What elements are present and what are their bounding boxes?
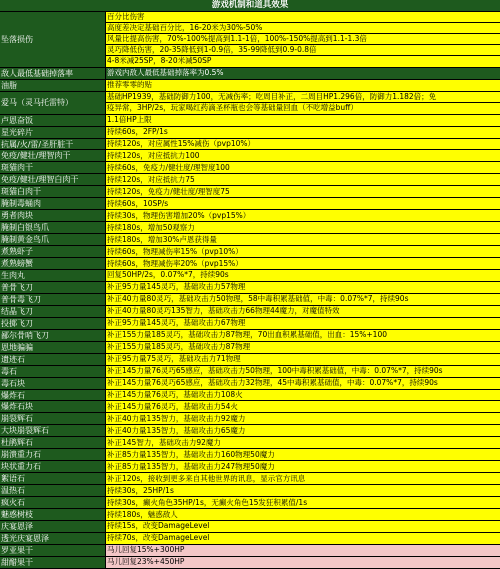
- item-name: 块状重力石: [0, 461, 106, 472]
- effects-table: [0, 12, 500, 569]
- effect-line: 持续60s，2FP/1s: [107, 127, 168, 137]
- item-effect: [106, 92, 500, 114]
- item-name: 透光庆宴恩泽: [0, 533, 106, 544]
- item-effect: [106, 246, 500, 257]
- item-effect: [106, 270, 500, 281]
- item-name: 大块崩裂辉石: [0, 425, 106, 436]
- item-name: 爆炸石块: [0, 401, 106, 412]
- item-effect: [106, 210, 500, 221]
- table-row: [0, 270, 500, 282]
- table-row: [0, 413, 500, 425]
- item-name: 甜醋果干: [0, 557, 106, 568]
- table-row: [0, 92, 500, 115]
- item-name: 卢恩奋饭: [0, 115, 106, 126]
- effect-line: 灵巧降低伤害，20-35降低到1-0.9倍，35-99降低到0.9-0.8倍: [106, 44, 500, 55]
- table-row: [0, 461, 500, 473]
- table-row: [0, 449, 500, 461]
- effect-line: 补正40力量80灵巧，基础攻击力50物理，58中毒积累基础值，中毒：0.07%*7，持续90s: [107, 294, 409, 304]
- item-name: 星光碎片: [0, 127, 106, 138]
- table-row: [0, 162, 500, 174]
- effect-line: 补正95力量145灵巧，基础攻击力67物理: [107, 318, 246, 328]
- table-row: [0, 521, 500, 533]
- effect-line: 持续180s，增加30%卢恩获得量: [107, 234, 217, 244]
- item-effect: [106, 473, 500, 484]
- item-effect: [106, 485, 500, 496]
- table-row: [0, 545, 500, 557]
- item-name: 坠落损伤: [0, 12, 106, 67]
- item-name: 普骨飞刀: [0, 282, 106, 293]
- table-row: [0, 186, 500, 198]
- item-name: 疯火石: [0, 497, 106, 508]
- item-name: 鄙尔骨哨飞刀: [0, 330, 106, 341]
- effect-line: 补正145智力，基础攻击力92魔力: [107, 437, 221, 447]
- item-effect: [106, 509, 500, 520]
- table-row: [0, 115, 500, 127]
- table-row: [0, 127, 500, 139]
- table-row: [0, 12, 500, 68]
- item-effect: [106, 80, 500, 91]
- table-row: [0, 378, 500, 390]
- table-row: [0, 68, 500, 80]
- table-row: [0, 318, 500, 330]
- effect-line: 补正40力量135智力，基础攻击力92魔力: [107, 413, 246, 423]
- item-effect: [106, 294, 500, 305]
- item-name: 投掷飞刀: [0, 318, 106, 329]
- item-name: 敌人最低基础掉落率: [0, 68, 106, 79]
- effect-line: 补正40力量135智力，基础攻击力65魔力: [107, 425, 246, 435]
- effect-line: 马儿回复23%+450HP: [107, 557, 185, 567]
- effect-line: 持续30s，癫火角色35HP/1s，无癫火角色15发狂积累值/1s: [107, 497, 308, 507]
- table-row: [0, 294, 500, 306]
- effect-line: 持续120s，对应属性15%减伤（pvp10%）: [107, 138, 256, 148]
- effect-line: 持续30s，25HP/1s: [107, 485, 174, 495]
- effect-line: 补正145力量76灵巧，基础攻击力108火: [107, 390, 243, 399]
- item-name: 腌制白银鸟爪: [0, 222, 106, 233]
- table-row: [0, 174, 500, 186]
- item-effect: [106, 139, 500, 150]
- sheet-title: 游戏机制和道具效果: [0, 0, 500, 12]
- item-name: 毒石: [0, 366, 106, 377]
- item-effect: [106, 150, 500, 161]
- item-effect: [106, 521, 500, 532]
- item-name: 油脂: [0, 80, 106, 91]
- effect-line: 持续120s，对应抵抗力100: [107, 150, 200, 160]
- effect-line: 补正95力量145灵巧，基础攻击力57物理: [107, 282, 246, 292]
- item-name: 煮熟螃蟹: [0, 258, 106, 269]
- effect-line: 4-8米减25SP，8-20米减50SP: [106, 55, 500, 66]
- effect-line: 补正155力量185灵巧，基础攻击力87物理，70出血积累基础值，出血：15%+100: [107, 330, 387, 340]
- table-row: [0, 437, 500, 449]
- table-row: [0, 342, 500, 354]
- item-name: 遗迹石: [0, 354, 106, 365]
- table-row: [0, 246, 500, 258]
- item-name: 温热石: [0, 485, 106, 496]
- item-effect: [106, 318, 500, 329]
- table-row: [0, 258, 500, 270]
- item-name: 腌制毒蛹肉: [0, 198, 106, 209]
- effect-line: 持续120s，对应抵抗力75: [107, 174, 195, 184]
- effect-line: 补正145力量76灵巧65感应，基础攻击力50物理，100中毒积累基础值，中毒：0.07%*7，持续90s: [107, 366, 443, 376]
- effect-line: 持续70s，改变DamageLevel: [107, 533, 210, 543]
- table-row: [0, 401, 500, 413]
- effect-line: 百分比伤害: [107, 12, 145, 22]
- effect-line: 持续60s，物理减伤率20%（pvp15%）: [107, 258, 243, 268]
- effect-line: 持续15s，改变DamageLevel: [107, 521, 210, 531]
- table-row: [0, 485, 500, 497]
- effect-line: 补正85力量135智力，基础攻击力160物理50魔力: [107, 449, 275, 459]
- item-effect: [106, 437, 500, 448]
- effect-line: 持续60s，免疫力/健壮度/理智度100: [107, 162, 230, 172]
- effect-line: 疫异常，3HP/2s，玩家喝红药滴圣杯瓶也会等基础量回血（不吃增益buff）: [106, 102, 500, 113]
- item-effect: [106, 68, 500, 79]
- table-row: [0, 222, 500, 234]
- table-row: [0, 390, 500, 402]
- effect-line: 补正155力量185灵巧，基础攻击力87物理: [107, 342, 251, 352]
- item-name: 勇者肉块: [0, 210, 106, 221]
- item-effect: [106, 127, 500, 138]
- effect-line: 持续120s，免疫力/健壮度/理智度75: [107, 186, 230, 196]
- effect-line: 1.1倍HP上限: [107, 115, 152, 125]
- item-name: 恩地骗骗: [0, 342, 106, 353]
- item-effect: [106, 198, 500, 209]
- item-name: 结晶飞刀: [0, 306, 106, 317]
- effect-line: 马儿回复15%+300HP: [107, 545, 185, 555]
- item-name: 罗亚果干: [0, 545, 106, 556]
- item-effect: [106, 557, 500, 568]
- effect-line: 持续180s，魅惑敌人: [107, 509, 178, 519]
- item-effect: [106, 115, 500, 126]
- item-effect: [106, 354, 500, 365]
- table-row: [0, 306, 500, 318]
- item-effect: [106, 390, 500, 401]
- item-name: 爆炸石: [0, 390, 106, 401]
- item-name: 毒石块: [0, 378, 106, 389]
- effect-line: 补正40力量80灵巧135智力，基础攻击力66物理44魔力，对魔值特效: [107, 306, 340, 316]
- table-row: [0, 557, 500, 569]
- item-effect: [106, 378, 500, 389]
- item-effect: [106, 401, 500, 412]
- table-row: [0, 150, 500, 162]
- item-name: 腌制黄金鸟爪: [0, 234, 106, 245]
- table-row: [0, 234, 500, 246]
- table-row: [0, 533, 500, 545]
- item-name: 抗属/火/雷/圣肝脏干: [0, 139, 106, 150]
- table-row: [0, 497, 500, 509]
- table-row: [0, 366, 500, 378]
- table-row: [0, 354, 500, 366]
- item-effect: [106, 234, 500, 245]
- item-name: 普骨毒飞刀: [0, 294, 106, 305]
- table-row: [0, 282, 500, 294]
- effect-line: 游戏内敌人最低基础掉落率为0.5%: [107, 68, 224, 78]
- item-name: 生肉丸: [0, 270, 106, 281]
- item-name: 斑猫肉干: [0, 162, 106, 173]
- item-effect: [106, 258, 500, 269]
- item-effect: [106, 461, 500, 472]
- effect-line: 补正85力量135智力，基础攻击力247物理50魔力: [107, 461, 275, 471]
- item-name: 斑猫白肉干: [0, 186, 106, 197]
- item-effect: [106, 533, 500, 544]
- item-effect: [106, 330, 500, 341]
- effect-line: 持续180s，增加50观察力: [107, 222, 195, 232]
- effect-line: 回复50HP/2s，0.07%*7，持续90s: [107, 270, 229, 280]
- item-effect: [106, 366, 500, 377]
- effect-line: 持续60s，物理减伤率15%（pvp10%）: [107, 246, 243, 256]
- item-name: 杜鹃辉石: [0, 437, 106, 448]
- item-effect: [106, 545, 500, 556]
- item-name: 免疫/健壮/理智白肉干: [0, 174, 106, 185]
- item-name: 庆宴恩泽: [0, 521, 106, 532]
- effect-line: 高度差决定基础百分比，16-20米为30%-50%: [106, 22, 500, 33]
- effect-line: 持续60s，10SP/s: [107, 198, 169, 208]
- item-effect: [106, 497, 500, 508]
- effect-line: 补正95力量75灵巧，基础攻击力71物理: [107, 354, 241, 364]
- item-effect: [106, 162, 500, 173]
- item-name: 崩溃重力石: [0, 449, 106, 460]
- item-name: 崩裂辉石: [0, 413, 106, 424]
- effect-line: 推荐零零的贴: [107, 80, 152, 90]
- item-effect: [106, 425, 500, 436]
- item-effect: [106, 413, 500, 424]
- item-effect: [106, 12, 500, 67]
- table-row: [0, 425, 500, 437]
- table-row: [0, 473, 500, 485]
- item-effect: [106, 174, 500, 185]
- table-row: [0, 330, 500, 342]
- item-name: 爱马（灵马托雷特）: [0, 92, 106, 114]
- effect-line: 基础HP1939，基础防御力100，无减伤率；吃周目补正，二周目HP1.296倍，防御力1.182倍；免: [107, 92, 437, 102]
- effect-line: 补正145力量76灵巧65感应，基础攻击力32物理，45中毒积累基础值，中毒：0.07%*7，持续90s: [107, 378, 438, 388]
- item-effect: [106, 306, 500, 317]
- item-effect: [106, 222, 500, 233]
- item-effect: [106, 449, 500, 460]
- effect-line: 风量比提高伤害，70%-100%提高到1.1-1倍，100%-150%提高到1.1-1.3倍: [106, 33, 500, 44]
- item-effect: [106, 342, 500, 353]
- item-effect: [106, 186, 500, 197]
- effect-line: 补正145力量76灵巧，基础攻击力54火: [107, 401, 238, 411]
- table-row: [0, 198, 500, 210]
- item-name: 免疫/健壮/理智肉干: [0, 150, 106, 161]
- effect-line: 补正120s，接收到更多来自其他世界的讯息，显示官方讯息: [107, 473, 306, 483]
- table-row: [0, 139, 500, 151]
- item-effect: [106, 282, 500, 293]
- table-row: [0, 509, 500, 521]
- table-row: [0, 80, 500, 92]
- item-name: 煮熟虾子: [0, 246, 106, 257]
- item-name: 絮语石: [0, 473, 106, 484]
- effect-line: 持续30s，物理伤害增加20%（pvp15%）: [107, 210, 251, 220]
- table-row: [0, 210, 500, 222]
- item-name: 魅惑树枝: [0, 509, 106, 520]
